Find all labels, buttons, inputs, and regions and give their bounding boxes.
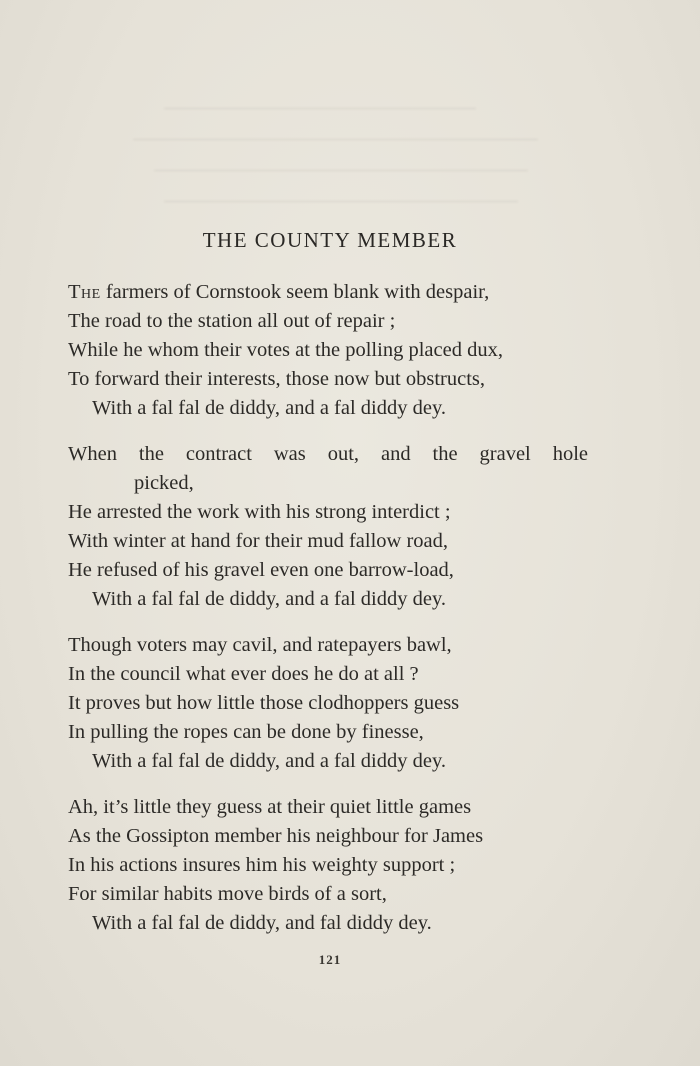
poem-line: In the council what ever does he do at all ? <box>68 663 419 685</box>
poem-line-rest: farmers of Cornstook seem blank with despair, <box>100 281 490 303</box>
stanza-4 <box>68 793 598 938</box>
poem-line: Ah, it’s little they guess at their quiet little games <box>68 796 472 818</box>
poem-line <box>68 278 598 307</box>
poem-line: As the Gossipton member his neighbour for James <box>68 825 484 847</box>
poem-line: The road to the station all out of repair ; <box>68 310 396 332</box>
poem-line: He arrested the work with his strong interdict ; <box>68 501 451 523</box>
poem-line: He refused of his gravel even one barrow-load, <box>68 559 454 581</box>
drop-word: The <box>68 281 101 303</box>
poem-line: For similar habits move birds of a sort, <box>68 883 387 905</box>
stanza-1 <box>68 278 598 423</box>
poem-line: When the contract was out, and the gravel hole <box>68 443 588 465</box>
refrain-line: With a fal fal de diddy, and fal diddy dey. <box>92 912 432 934</box>
stanza-2 <box>68 440 598 614</box>
stanza-3 <box>68 631 598 776</box>
poem-line: Though voters may cavil, and ratepayers bawl, <box>68 634 452 656</box>
refrain-line: With a fal fal de diddy, and a fal diddy dey. <box>92 397 447 419</box>
poem-title: THE COUNTY MEMBER <box>202 228 458 252</box>
poem-line: It proves but how little those clodhoppers guess <box>68 692 460 714</box>
poem-line: With winter at hand for their mud fallow road, <box>68 530 449 552</box>
poem-line-continuation: picked, <box>134 472 194 494</box>
poem-line: While he whom their votes at the polling placed dux, <box>68 339 503 361</box>
refrain-line: With a fal fal de diddy, and a fal diddy dey. <box>92 750 447 772</box>
bleed-through-texture <box>60 48 580 218</box>
refrain-line: With a fal fal de diddy, and a fal diddy dey. <box>92 588 447 610</box>
poem-line: In his actions insures him his weighty support ; <box>68 854 456 876</box>
poem-line: To forward their interests, those now but obstructs, <box>68 368 486 390</box>
page-number: 121 <box>318 952 342 967</box>
poem-line: In pulling the ropes can be done by finesse, <box>68 721 424 743</box>
poem-body <box>68 278 598 955</box>
